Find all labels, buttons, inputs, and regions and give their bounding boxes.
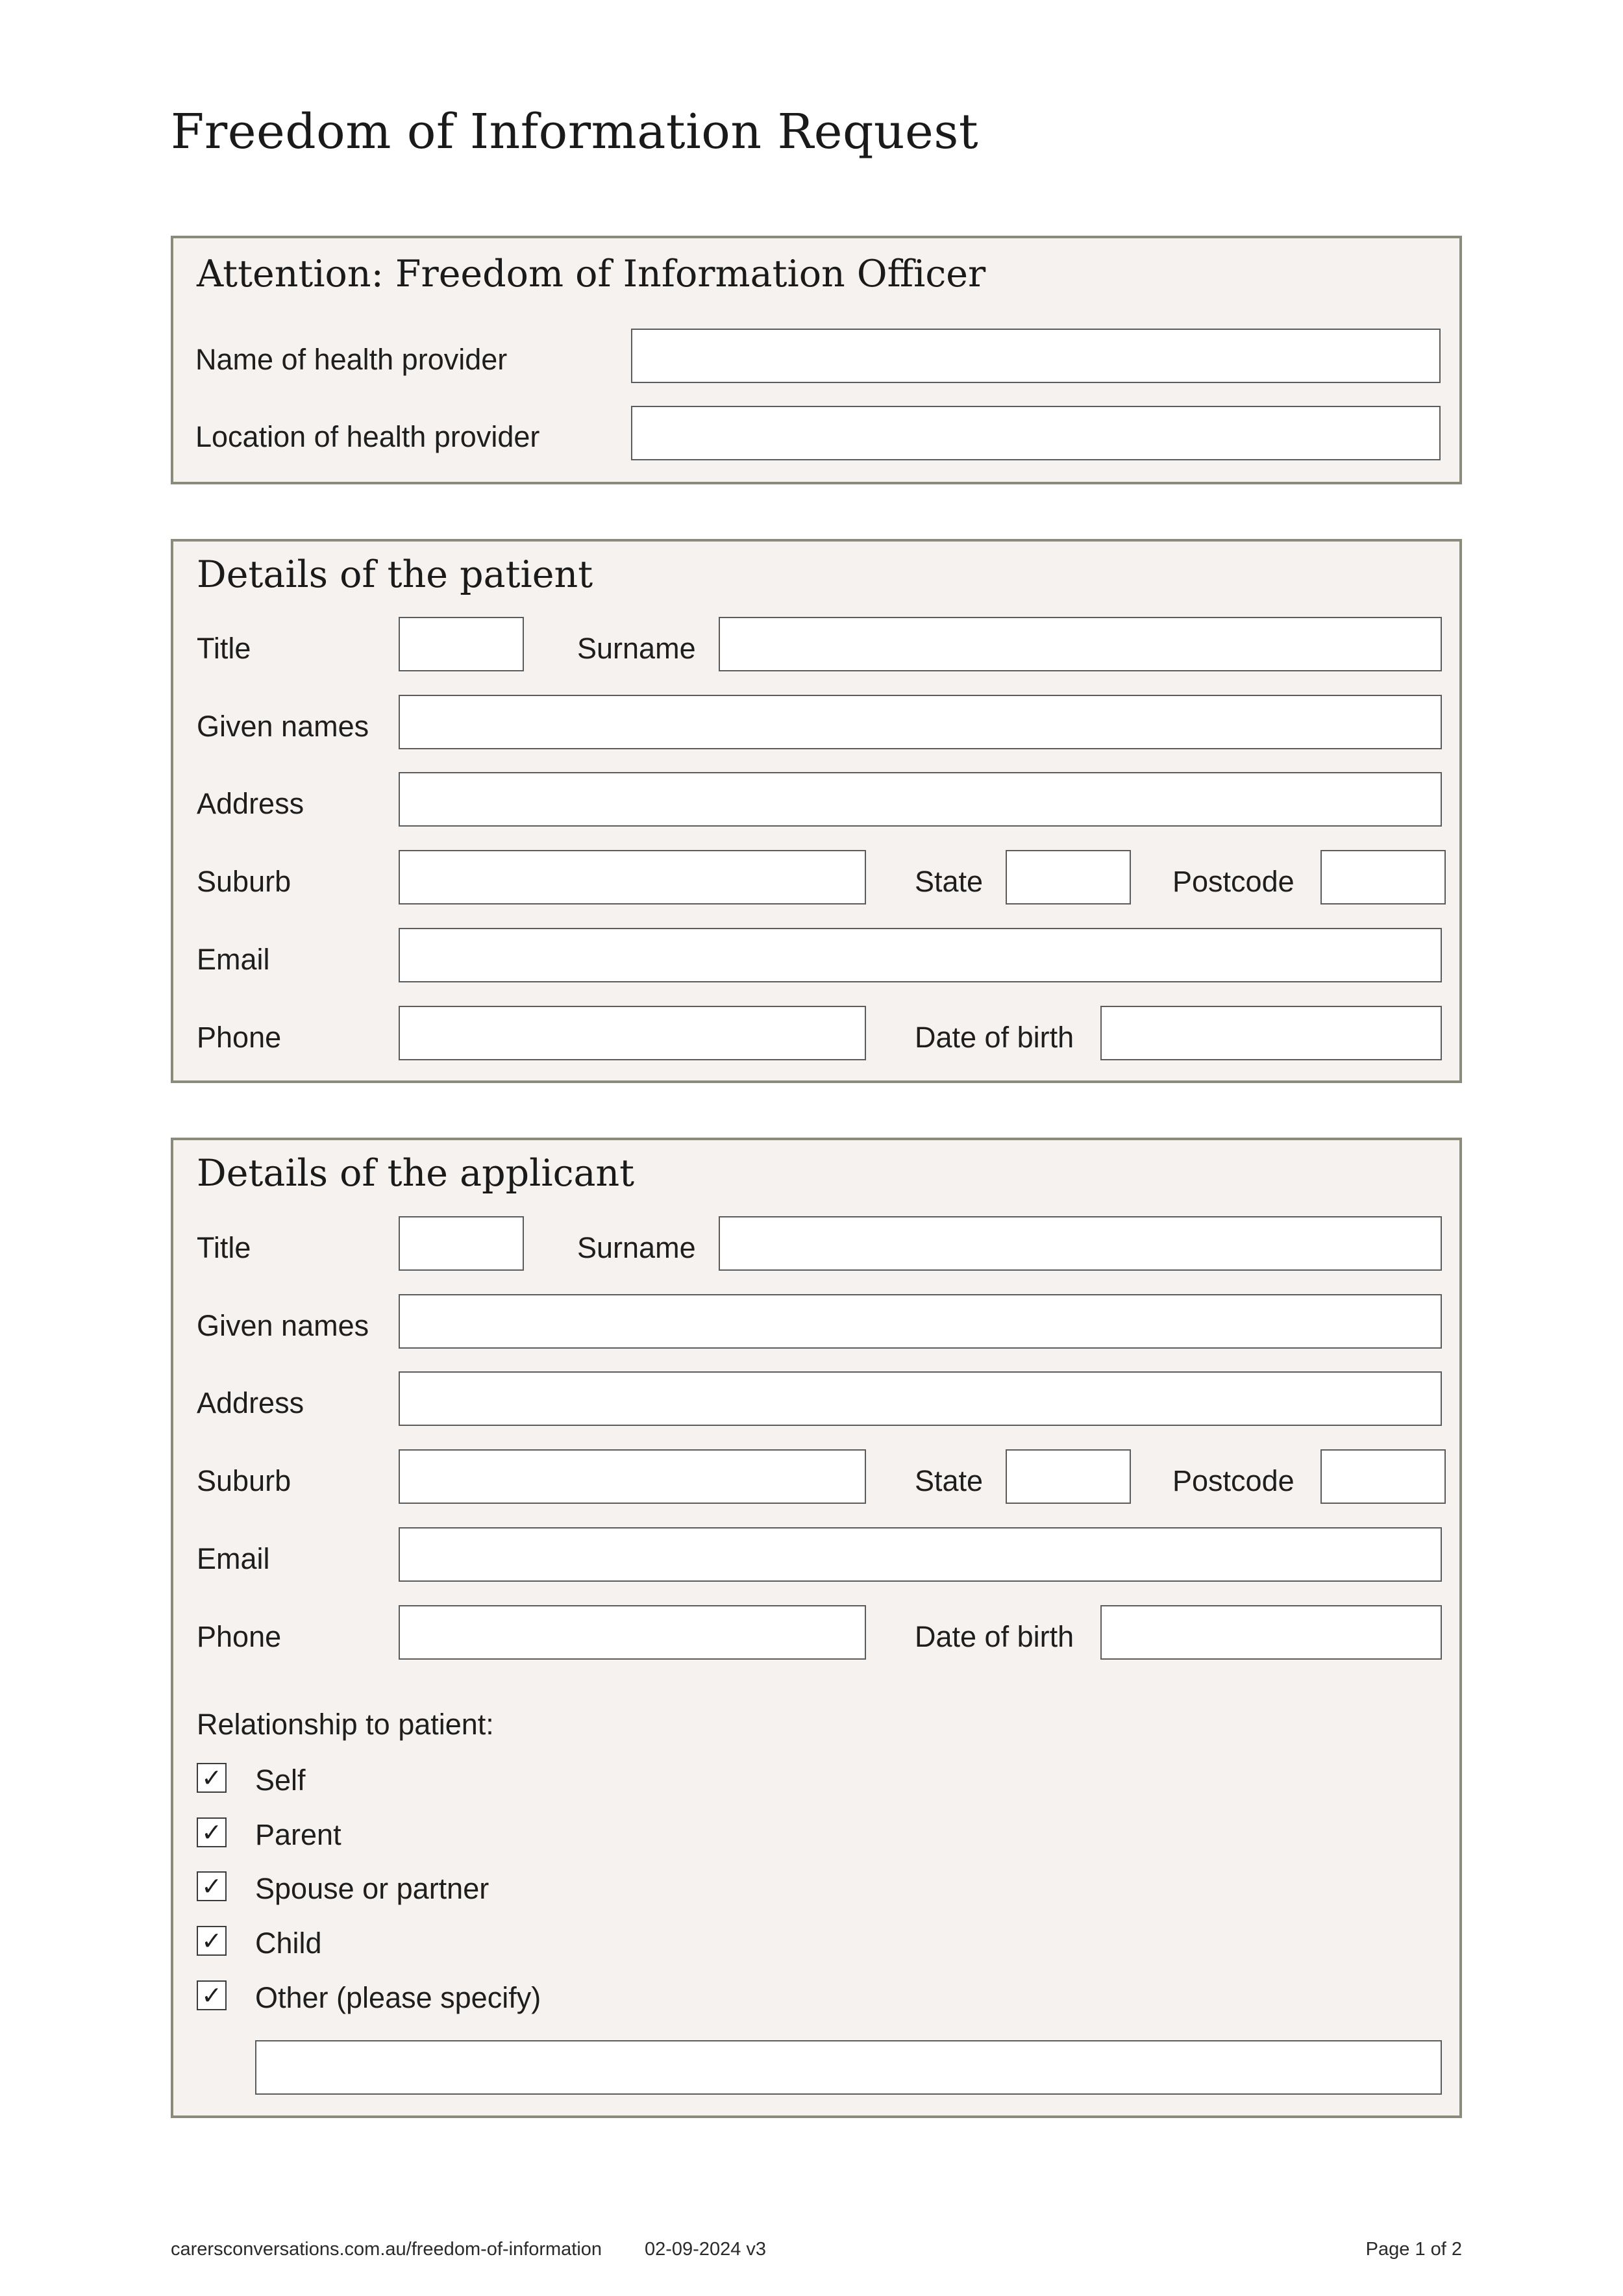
footer-url: carersconversations.com.au/freedom-of-information	[171, 2239, 602, 2260]
relationship-self-checkbox[interactable]: ✓	[197, 1763, 227, 1793]
applicant-email-label: Email	[197, 1542, 270, 1575]
patient-state-field[interactable]	[1006, 850, 1131, 905]
relationship-other-label: Other (please specify)	[255, 1981, 541, 2014]
applicant-phone-label: Phone	[197, 1620, 282, 1653]
applicant-suburb-field[interactable]	[399, 1449, 866, 1504]
applicant-given-names-field[interactable]	[399, 1294, 1442, 1349]
attention-heading: Attention: Freedom of Information Officer	[197, 253, 986, 295]
footer-version: 02-09-2024 v3	[645, 2239, 767, 2260]
applicant-state-label: State	[915, 1464, 984, 1497]
provider-location-field[interactable]	[631, 406, 1441, 460]
patient-state-label: State	[915, 865, 984, 898]
provider-name-label: Name of health provider	[195, 343, 508, 376]
applicant-heading: Details of the applicant	[197, 1152, 635, 1195]
patient-surname-label: Surname	[577, 632, 696, 665]
patient-suburb-field[interactable]	[399, 850, 866, 905]
applicant-phone-field[interactable]	[399, 1605, 866, 1660]
page-title: Freedom of Information Request	[171, 104, 979, 160]
patient-address-label: Address	[197, 787, 304, 820]
relationship-child-label: Child	[255, 1927, 322, 1960]
relationship-parent-label: Parent	[255, 1818, 341, 1851]
patient-given-names-label: Given names	[197, 710, 369, 743]
applicant-given-names-label: Given names	[197, 1309, 369, 1342]
patient-given-names-field[interactable]	[399, 695, 1442, 749]
patient-postcode-field[interactable]	[1320, 850, 1446, 905]
relationship-other-checkbox[interactable]: ✓	[197, 1980, 227, 2010]
patient-title-field[interactable]	[399, 617, 524, 671]
patient-phone-label: Phone	[197, 1021, 282, 1054]
applicant-address-label: Address	[197, 1386, 304, 1419]
applicant-title-field[interactable]	[399, 1216, 524, 1271]
relationship-parent-checkbox[interactable]: ✓	[197, 1817, 227, 1847]
patient-heading: Details of the patient	[197, 553, 593, 596]
relationship-self-label: Self	[255, 1764, 306, 1797]
applicant-postcode-label: Postcode	[1172, 1464, 1295, 1497]
relationship-other-specify-field[interactable]	[255, 2040, 1442, 2095]
patient-dob-field[interactable]	[1100, 1006, 1442, 1060]
applicant-email-field[interactable]	[399, 1527, 1442, 1582]
applicant-title-label: Title	[197, 1231, 251, 1264]
applicant-section	[171, 1138, 1462, 2118]
patient-email-label: Email	[197, 943, 270, 976]
footer-page-number: Page 1 of 2	[1365, 2239, 1462, 2260]
relationship-label: Relationship to patient:	[197, 1708, 494, 1741]
patient-title-label: Title	[197, 632, 251, 665]
applicant-suburb-label: Suburb	[197, 1464, 291, 1497]
patient-email-field[interactable]	[399, 928, 1442, 982]
attention-section	[171, 236, 1462, 484]
applicant-surname-field[interactable]	[719, 1216, 1442, 1271]
patient-postcode-label: Postcode	[1172, 865, 1295, 898]
relationship-spouse-checkbox[interactable]: ✓	[197, 1871, 227, 1901]
applicant-dob-label: Date of birth	[915, 1620, 1074, 1653]
patient-suburb-label: Suburb	[197, 865, 291, 898]
applicant-state-field[interactable]	[1006, 1449, 1131, 1504]
relationship-spouse-label: Spouse or partner	[255, 1872, 489, 1905]
patient-section	[171, 539, 1462, 1083]
applicant-surname-label: Surname	[577, 1231, 696, 1264]
patient-dob-label: Date of birth	[915, 1021, 1074, 1054]
applicant-dob-field[interactable]	[1100, 1605, 1442, 1660]
patient-address-field[interactable]	[399, 772, 1442, 827]
patient-surname-field[interactable]	[719, 617, 1442, 671]
applicant-postcode-field[interactable]	[1320, 1449, 1446, 1504]
relationship-child-checkbox[interactable]: ✓	[197, 1926, 227, 1956]
applicant-address-field[interactable]	[399, 1371, 1442, 1426]
patient-phone-field[interactable]	[399, 1006, 866, 1060]
provider-location-label: Location of health provider	[195, 420, 540, 453]
provider-name-field[interactable]	[631, 329, 1441, 383]
